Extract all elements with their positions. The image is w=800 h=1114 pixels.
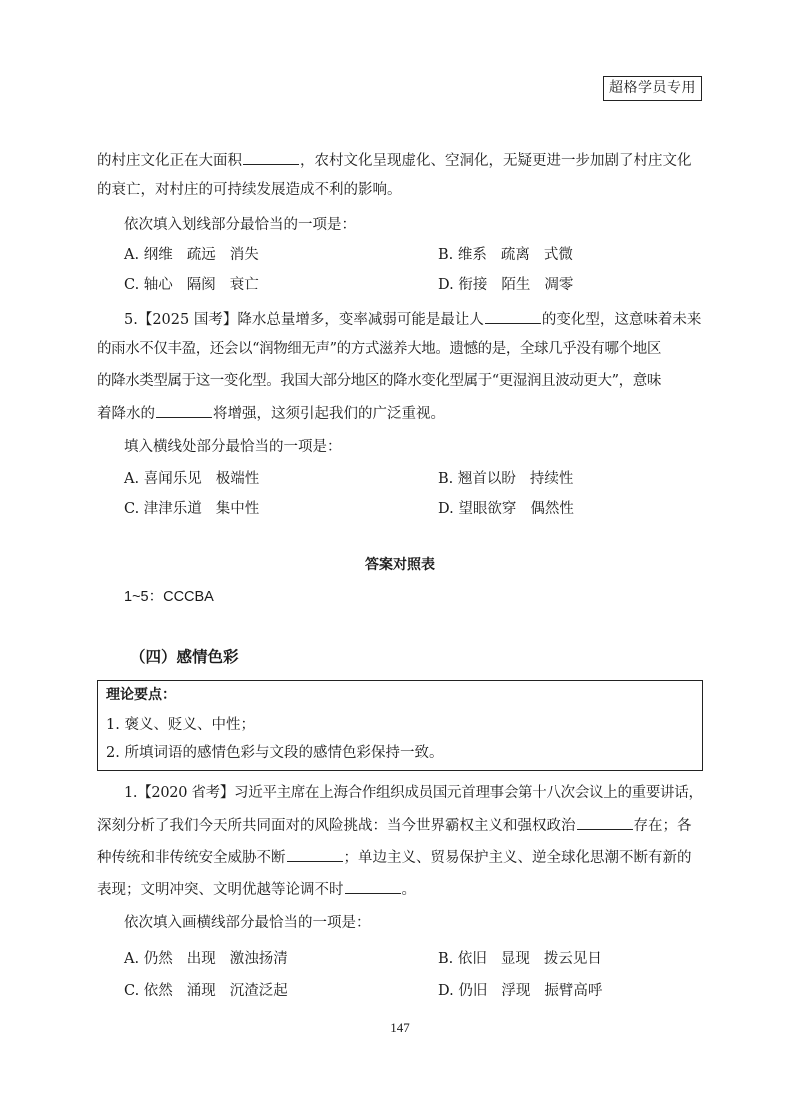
- q4-option-d: D. 衔接 陌生 凋零: [438, 277, 574, 293]
- theory-point-1: 1. 褒义、贬义、中性；: [106, 717, 255, 733]
- q5-text-line-4: 着降水的 将增强，这须引起我们的广泛重视。: [97, 403, 703, 424]
- q5-text-line-3: 的降水类型属于这一变化型。我国大部分地区的降水变化型属于“更湿润且波动更大”，意味: [97, 373, 661, 389]
- answer-key: 1~5：CCCBA: [124, 589, 214, 605]
- q1-option-b: B. 依旧 显现 拨云见日: [438, 951, 602, 967]
- theory-point-2: 2. 所填词语的感情色彩与文段的感情色彩保持一致。: [106, 745, 444, 761]
- answer-blank: [577, 815, 633, 830]
- answer-blank: [156, 403, 212, 418]
- q4-option-a: A. 纲维 疏远 消失: [124, 247, 259, 263]
- q1-option-c: C. 依然 涌现 沉渣泛起: [124, 983, 288, 999]
- answer-blank: [287, 847, 343, 862]
- q5-option-b: B. 翘首以盼 持续性: [438, 471, 574, 487]
- q1-text-line-1: 1.【2020 省考】习近平主席在上海合作组织成员国元首理事会第十八次会议上的重要讲话，: [124, 785, 703, 801]
- answer-blank: [485, 309, 541, 324]
- section-title: （四）感情色彩: [130, 648, 239, 666]
- q4-text-line-1: 的村庄文化正在大面积 ，农村文化呈现虚化、空洞化，无疑更进一步加剧了村庄文化: [97, 150, 703, 171]
- answer-table-title: 答案对照表: [365, 557, 435, 573]
- q4-option-c: C. 轴心 隔阂 衰亡: [124, 277, 259, 293]
- q1-text-line-2: 深刻分析了我们今天所共同面对的风险挑战：当今世界霸权主义和强权政治 存在；各: [97, 815, 703, 836]
- q4-text-line-2: 的衰亡，对村庄的可持续发展造成不利的影响。: [97, 182, 402, 198]
- q5-text-line-2: 的雨水不仅丰盈，还会以“润物细无声”的方式滋养大地。遗憾的是，全球几乎没有哪个地区: [97, 341, 661, 357]
- q5-option-a: A. 喜闻乐见 极端性: [124, 471, 260, 487]
- q5-option-d: D. 望眼欲穿 偶然性: [438, 501, 574, 517]
- q4-option-b: B. 维系 疏离 式微: [438, 247, 573, 263]
- q1-text-line-3: 种传统和非传统安全威胁不断 ；单边主义、贸易保护主义、逆全球化思潮不断有新的: [97, 847, 703, 868]
- q1-option-a: A. 仍然 出现 激浊扬清: [124, 951, 288, 967]
- q5-prompt: 填入横线处部分最恰当的一项是：: [124, 439, 342, 455]
- answer-blank: [243, 150, 299, 165]
- q1-prompt: 依次填入画横线部分最恰当的一项是：: [124, 915, 371, 931]
- q5-option-c: C. 津津乐道 集中性: [124, 501, 260, 517]
- q1-text-line-4: 表现；文明冲突、文明优越等论调不时 。: [97, 879, 703, 900]
- theory-box: [97, 680, 703, 771]
- exclusive-badge: 超格学员专用: [603, 76, 702, 101]
- q4-prompt: 依次填入划线部分最恰当的一项是：: [124, 217, 356, 233]
- page-number: 147: [390, 1020, 410, 1035]
- answer-blank: [345, 879, 401, 894]
- theory-title: 理论要点：: [106, 687, 176, 703]
- q5-text-line-1: 5.【2025 国考】降水总量增多，变率减弱可能是最让人 的变化型，这意味着未来: [124, 309, 701, 330]
- q1-option-d: D. 仍旧 浮现 振臂高呼: [438, 983, 603, 999]
